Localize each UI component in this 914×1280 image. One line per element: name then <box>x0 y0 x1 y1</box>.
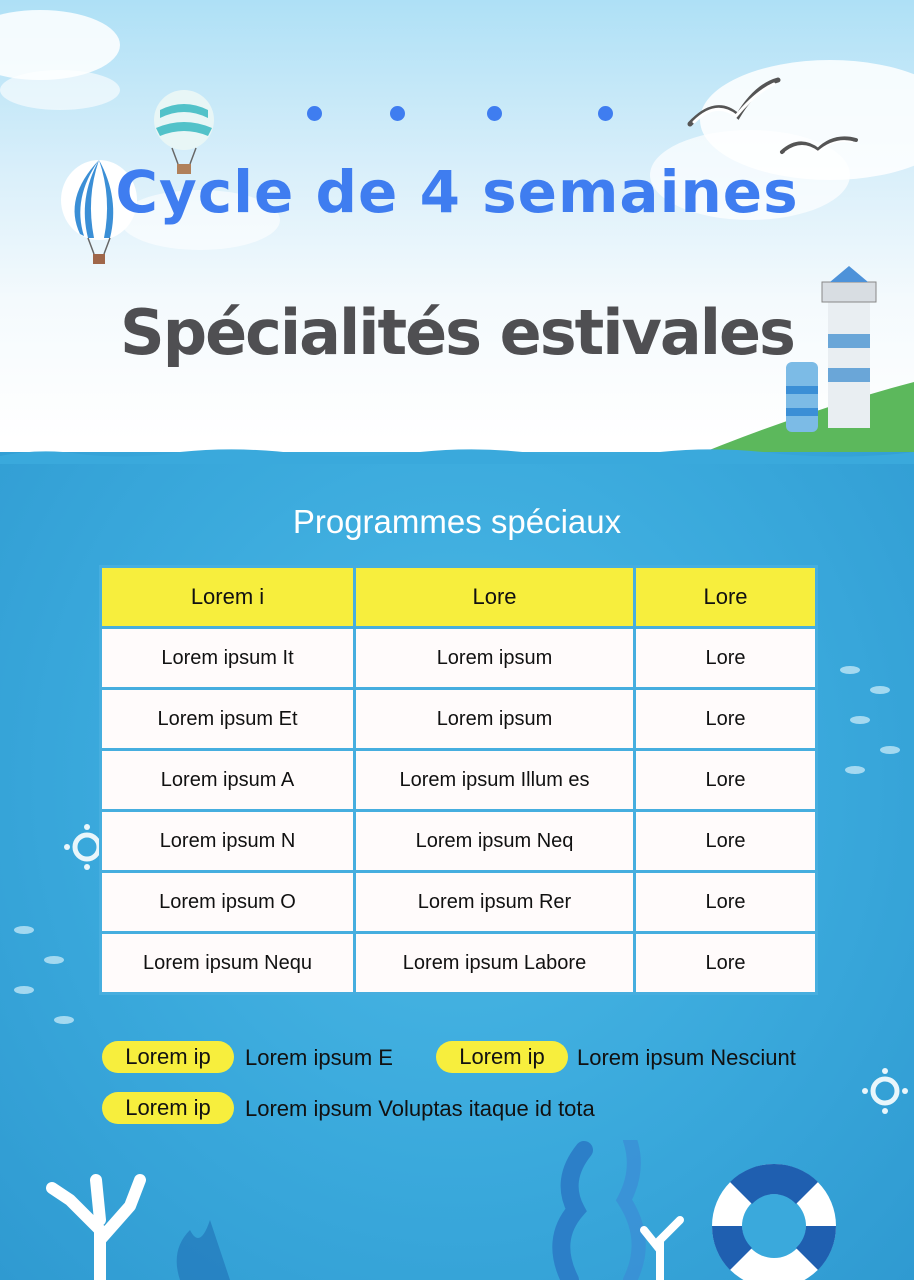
table-cell: Lorem ipsum Neq <box>355 811 635 872</box>
legend-tag: Lorem ip <box>102 1041 234 1073</box>
dot <box>390 106 405 121</box>
table-row <box>101 689 817 750</box>
table-row <box>101 750 817 811</box>
program-table <box>99 565 818 995</box>
dot <box>487 106 502 121</box>
table-cell: Lorem ipsum Illum es <box>355 750 635 811</box>
life-ring-icon <box>694 1146 854 1280</box>
table-cell: Lorem ipsum N <box>101 811 355 872</box>
table-header-cell: Lore <box>635 567 817 628</box>
table-header-cell: Lore <box>355 567 635 628</box>
wave-edge <box>0 444 914 464</box>
table-cell: Lorem ipsum A <box>101 750 355 811</box>
table-cell: Lore <box>635 811 817 872</box>
cloud <box>0 70 120 110</box>
table-row <box>101 628 817 689</box>
table-cell: Lorem ipsum <box>355 689 635 750</box>
coral-icon <box>30 1160 240 1280</box>
sun-ring-icon <box>860 1066 910 1116</box>
table-cell: Lore <box>635 933 817 994</box>
table-cell: Lorem ipsum Et <box>101 689 355 750</box>
table-cell: Lorem ipsum Rer <box>355 872 635 933</box>
table-cell: Lore <box>635 689 817 750</box>
dot <box>307 106 322 121</box>
legend-text: Lorem ipsum Nesciunt <box>577 1045 796 1070</box>
section-title: Programmes spéciaux <box>292 503 622 540</box>
fish-icon <box>820 660 910 780</box>
table-cell: Lorem ipsum <box>355 628 635 689</box>
table-row <box>101 872 817 933</box>
table-cell: Lore <box>635 872 817 933</box>
page-title: Cycle de 4 semaines <box>115 158 799 226</box>
table-cell: Lorem ipsum Nequ <box>101 933 355 994</box>
legend-text: Lorem ipsum E <box>245 1045 393 1070</box>
table-header-row <box>101 567 817 628</box>
legend-text: Lorem ipsum Voluptas itaque id tota <box>245 1096 595 1121</box>
table-header-cell: Lorem i <box>101 567 355 628</box>
fish-icon <box>4 920 94 1040</box>
decorative-dots <box>0 106 914 126</box>
table-cell: Lorem ipsum Labore <box>355 933 635 994</box>
table-row <box>101 811 817 872</box>
table-cell: Lore <box>635 628 817 689</box>
table-cell: Lorem ipsum O <box>101 872 355 933</box>
table-cell: Lore <box>635 750 817 811</box>
seaweed-icon <box>540 1140 690 1280</box>
table-cell: Lorem ipsum It <box>101 628 355 689</box>
table-row <box>101 933 817 994</box>
legend-tag: Lorem ip <box>436 1041 568 1073</box>
page-subtitle: Spécialités estivales <box>120 296 794 369</box>
legend-tag: Lorem ip <box>102 1092 234 1124</box>
dot <box>598 106 613 121</box>
